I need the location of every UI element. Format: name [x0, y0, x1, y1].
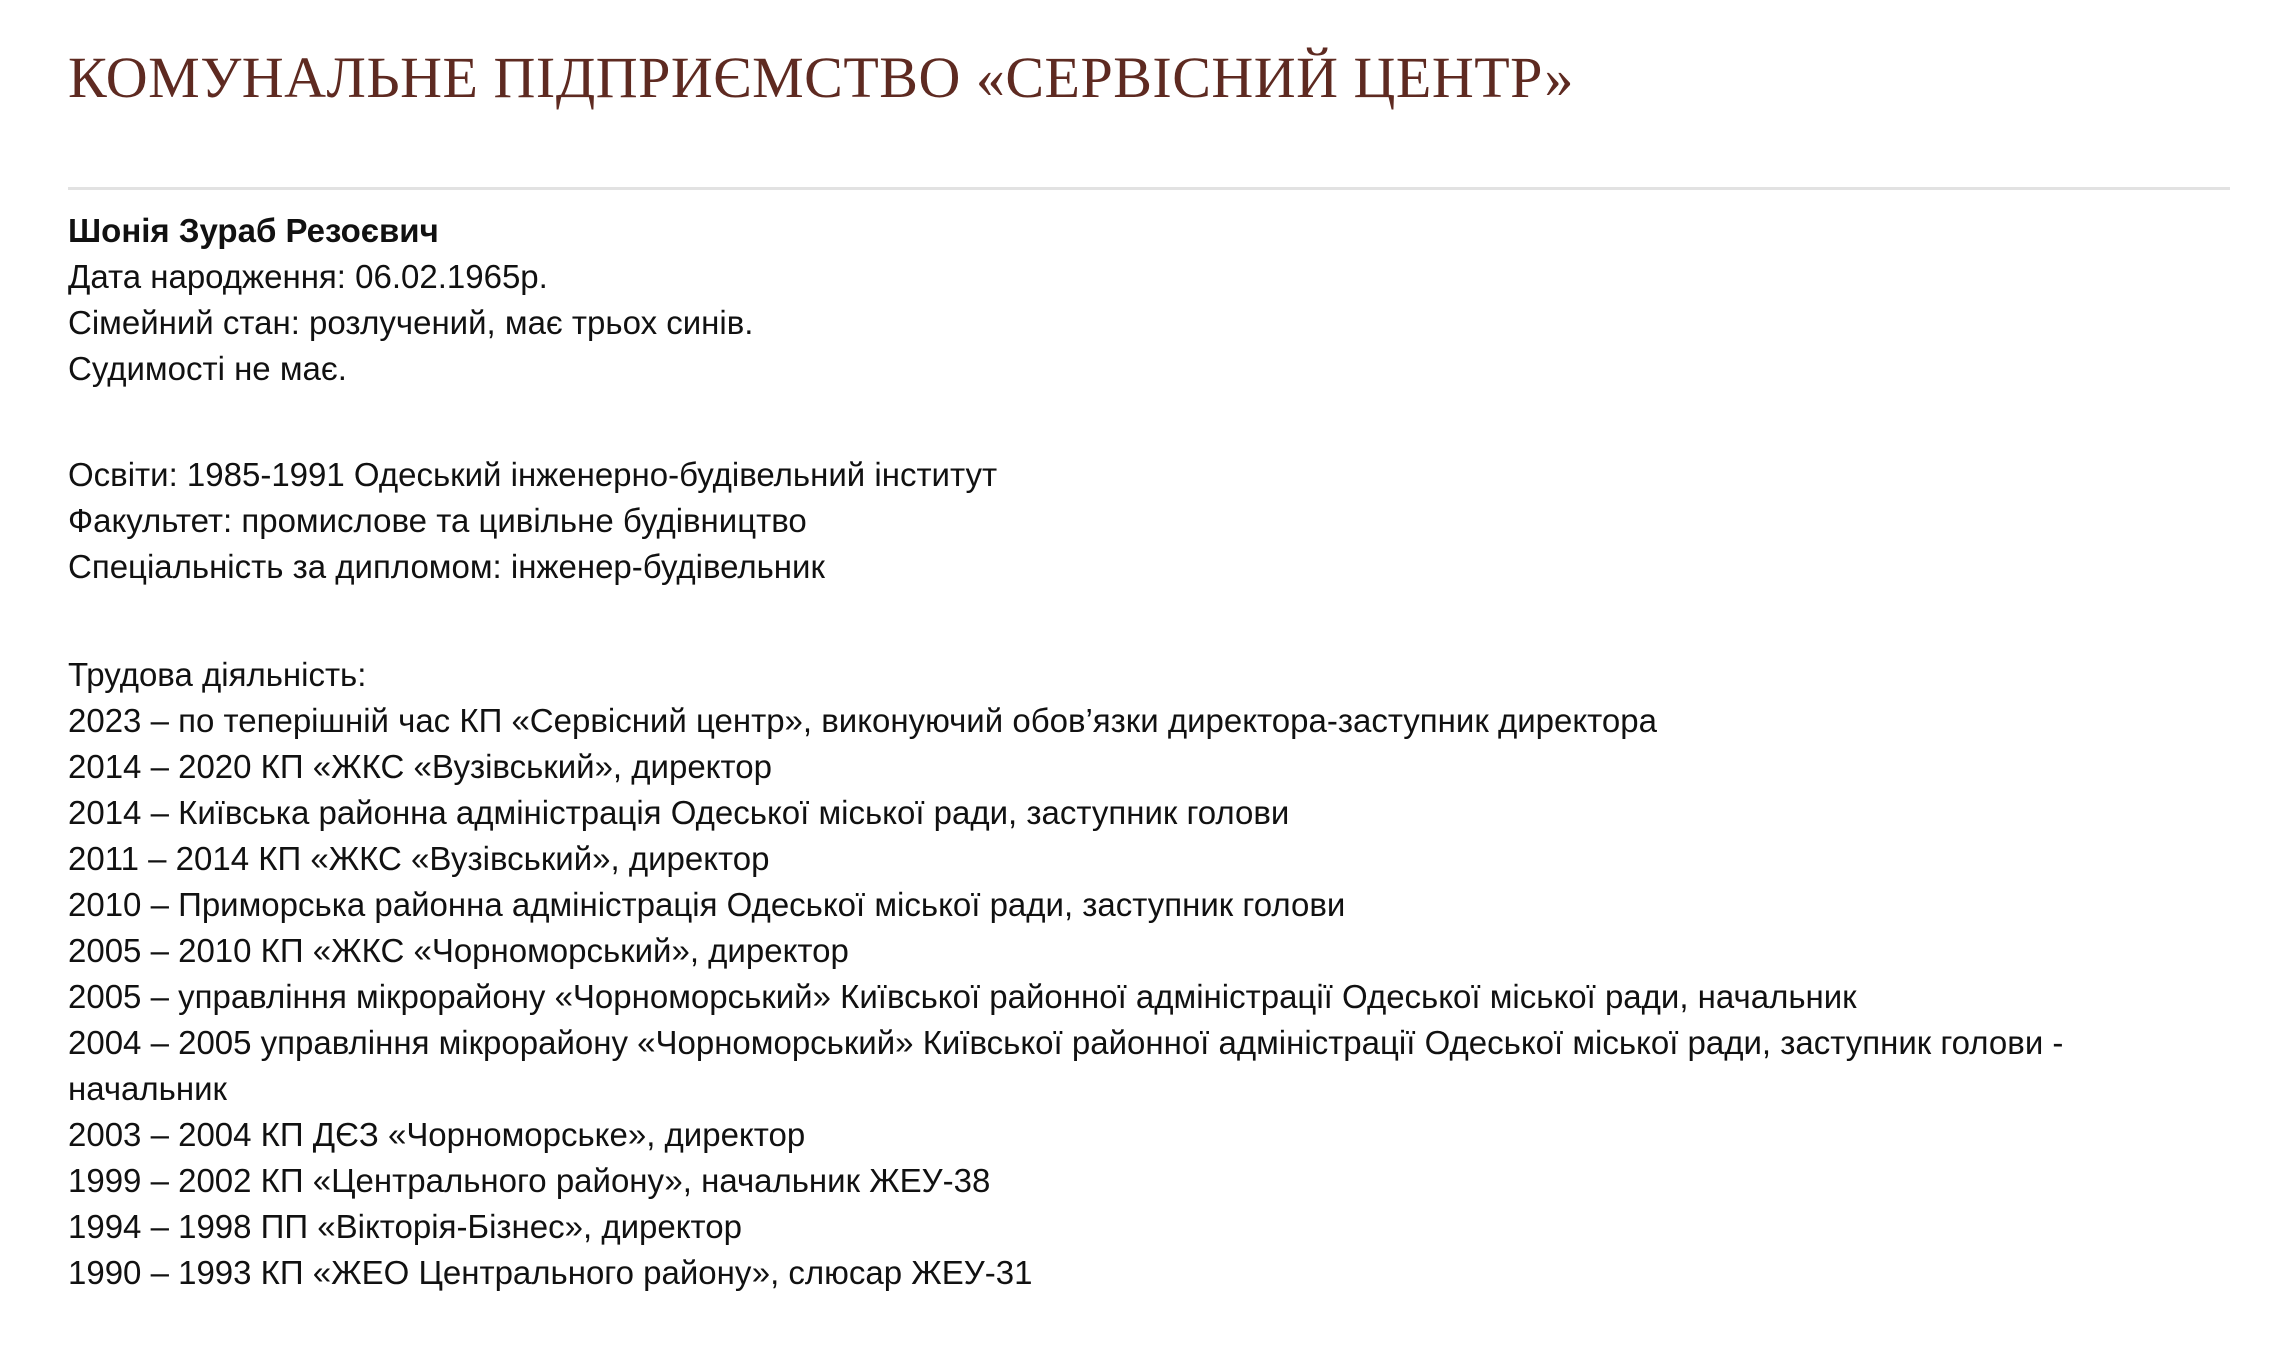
career-entry: 1990 – 1993 КП «ЖЕО Центрального району», слюсар ЖЕУ-31 [68, 1253, 1033, 1291]
page-title: КОМУНАЛЬНЕ ПІДПРИЄМСТВО «СЕРВІСНИЙ ЦЕНТР» [68, 45, 1574, 110]
career-entry: 2023 – по теперішній час КП «Сервісний центр», виконуючий обов’язки директора-заступник директора [68, 701, 1657, 739]
career-entry: 2004 – 2005 управління мікрорайону «Чорноморський» Київської районної адміністрації Одеської міської ради, заступник голови - начальник [68, 1023, 2064, 1107]
career-entry: 2005 – 2010 КП «ЖКС «Чорноморський», директор [68, 931, 849, 969]
education-line: Освіти: 1985-1991 Одеський інженерно-будівельний інститут [68, 455, 998, 493]
person-name: Шонія Зураб Резоєвич [68, 211, 439, 249]
career-entry: 2014 – 2020 КП «ЖКС «Вузівський», директор [68, 747, 772, 785]
career-entry: 2010 – Приморська районна адміністрація Одеської міської ради, заступник голови [68, 885, 1346, 923]
specialty-line: Спеціальність за дипломом: інженер-будівельник [68, 547, 825, 585]
career-entry: 2003 – 2004 КП ДЄЗ «Чорноморське», директор [68, 1115, 806, 1153]
career-heading: Трудова діяльність: [68, 655, 367, 693]
family-status-line: Сімейний стан: розлучений, має трьох синів. [68, 303, 754, 341]
birth-date-line: Дата народження: 06.02.1965р. [68, 257, 548, 295]
career-entry: 2011 – 2014 КП «ЖКС «Вузівський», директор [68, 839, 770, 877]
career-entry: 1994 – 1998 ПП «Вікторія-Бізнес», директор [68, 1207, 742, 1245]
career-entry: 2014 – Київська районна адміністрація Одеської міської ради, заступник голови [68, 793, 1290, 831]
education-section [68, 452, 2230, 590]
career-entry: 1999 – 2002 КП «Центрального району», начальник ЖЕУ-38 [68, 1161, 991, 1199]
profile-section [68, 208, 2230, 392]
criminal-record-line: Судимості не має. [68, 349, 347, 387]
career-entry: 2005 – управління мікрорайону «Чорноморський» Київської районної адміністрації Одеської міської ради, начальник [68, 977, 1857, 1015]
title-divider [68, 187, 2230, 190]
faculty-line: Факультет: промислове та цивільне будівництво [68, 501, 807, 539]
career-section [68, 652, 2230, 1296]
